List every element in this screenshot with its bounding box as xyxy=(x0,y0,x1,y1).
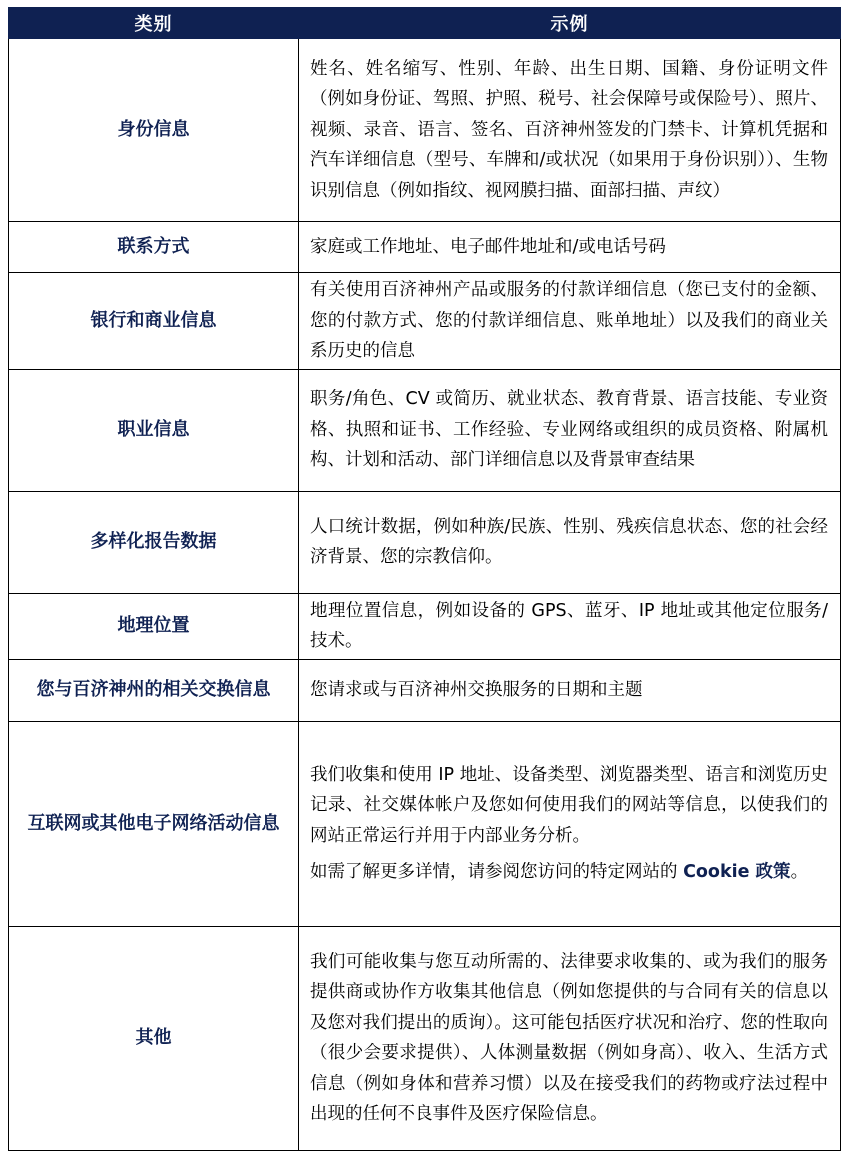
example-cell: 人口统计数据，例如种族/民族、性别、残疾信息状态、您的社会经济背景、您的宗教信仰。 xyxy=(299,491,841,593)
table-row xyxy=(9,593,841,659)
table-row xyxy=(9,39,841,222)
category-cell: 地理位置 xyxy=(9,593,299,659)
category-cell: 其他 xyxy=(9,926,299,1150)
cookie-note-suffix: 。 xyxy=(790,862,809,882)
table-header-row xyxy=(9,8,841,39)
table-row xyxy=(9,273,841,370)
cookie-note xyxy=(310,857,828,888)
category-cell: 职业信息 xyxy=(9,369,299,491)
header-example: 示例 xyxy=(299,8,841,39)
cookie-policy-link[interactable]: Cookie 政策 xyxy=(683,862,791,882)
example-cell: 我们可能收集与您互动所需的、法律要求收集的、或为我们的服务提供商或协作方收集其他信息（例如您提供的与合同有关的信息以及您对我们提出的质询）。这可能包括医疗状况和治疗、您的性取向（很少会要求提供）、人体测量数据（例如身高）、收入、生活方式信息（例如身体和营养习惯）以及在接受我们的药物或疗法过程中出现的任何不良事件及医疗保险信息。 xyxy=(299,926,841,1150)
category-cell: 您与百济神州的相关交换信息 xyxy=(9,659,299,721)
table-row xyxy=(9,369,841,491)
table-row xyxy=(9,222,841,273)
category-cell: 银行和商业信息 xyxy=(9,273,299,370)
example-cell xyxy=(299,721,841,926)
example-cell: 职务/角色、CV 或简历、就业状态、教育背景、语言技能、专业资格、执照和证书、工作经验、专业网络或组织的成员资格、附属机构、计划和活动、部门详细信息以及背景审查结果 xyxy=(299,369,841,491)
category-cell: 身份信息 xyxy=(9,39,299,222)
example-cell: 您请求或与百济神州交换服务的日期和主题 xyxy=(299,659,841,721)
example-text: 我们收集和使用 IP 地址、设备类型、浏览器类型、语言和浏览历史记录、社交媒体帐户及您如何使用我们的网站等信息，以使我们的网站正常运行并用于内部业务分析。 xyxy=(310,764,828,846)
table-row xyxy=(9,926,841,1150)
category-cell: 互联网或其他电子网络活动信息 xyxy=(9,721,299,926)
category-cell: 联系方式 xyxy=(9,222,299,273)
cookie-note-prefix: 如需了解更多详情，请参阅您访问的特定网站的 xyxy=(310,862,684,882)
personal-info-table xyxy=(8,7,841,1151)
example-cell: 地理位置信息，例如设备的 GPS、蓝牙、IP 地址或其他定位服务/技术。 xyxy=(299,593,841,659)
table-row xyxy=(9,491,841,593)
example-cell: 有关使用百济神州产品或服务的付款详细信息（您已支付的金额、您的付款方式、您的付款详细信息、账单地址）以及我们的商业关系历史的信息 xyxy=(299,273,841,370)
table-row xyxy=(9,659,841,721)
example-cell: 姓名、姓名缩写、性别、年龄、出生日期、国籍、身份证明文件（例如身份证、驾照、护照、税号、社会保障号或保险号）、照片、视频、录音、语言、签名、百济神州签发的门禁卡、计算机凭据和汽车详细信息（型号、车牌和/或状况（如果用于身份识别））、生物识别信息（例如指纹、视网膜扫描、面部扫描、声纹） xyxy=(299,39,841,222)
category-cell: 多样化报告数据 xyxy=(9,491,299,593)
table-row xyxy=(9,721,841,926)
header-category: 类别 xyxy=(9,8,299,39)
example-cell: 家庭或工作地址、电子邮件地址和/或电话号码 xyxy=(299,222,841,273)
